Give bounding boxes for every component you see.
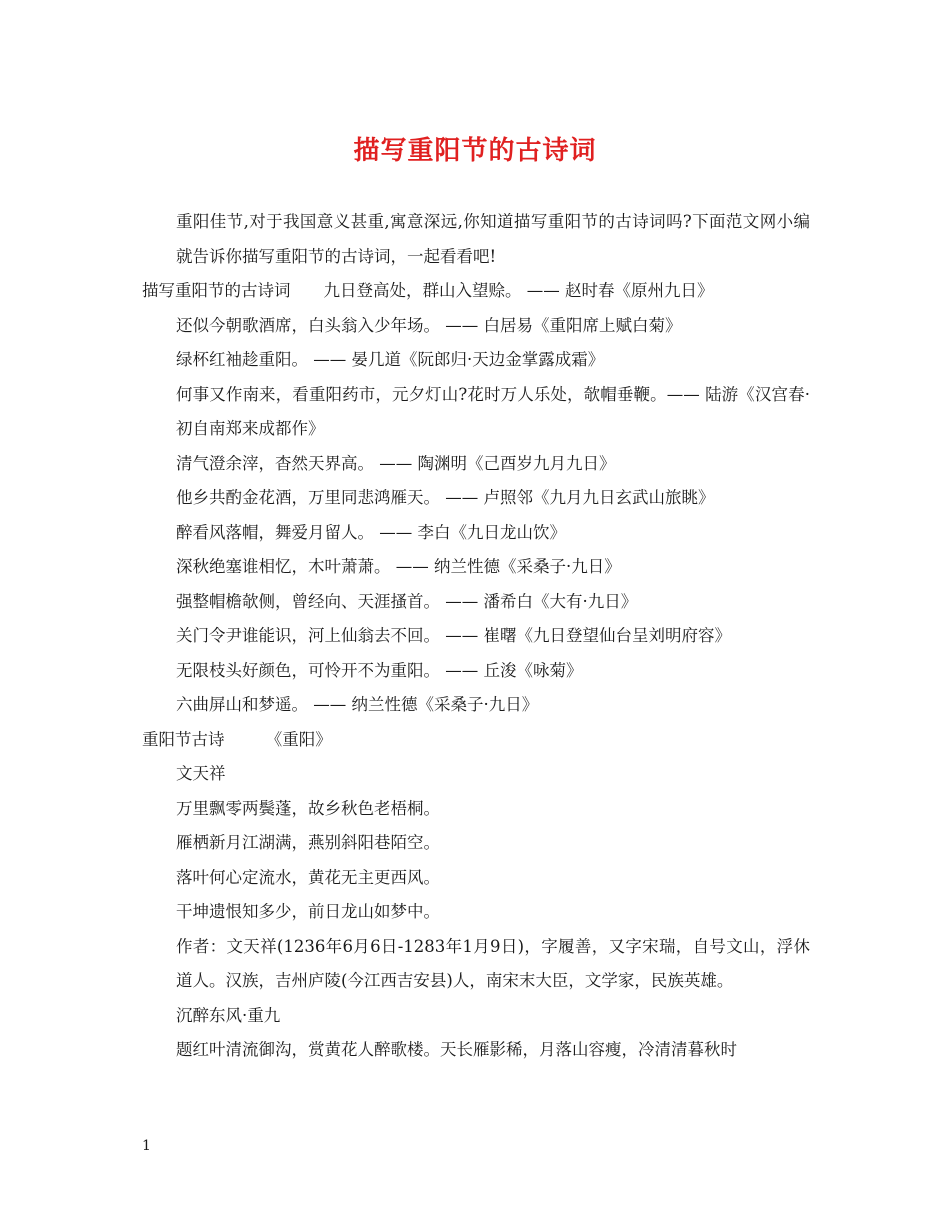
poem-verse: 万里飘零两鬓蓬，故乡秋色老梧桐。 xyxy=(176,798,440,818)
poem-line: 醉看风落帽，舞爱月留人。 —— 李白《九日龙山饮》 xyxy=(176,522,566,542)
poem-line: 六曲屏山和梦遥。 —— 纳兰性德《采桑子·九日》 xyxy=(176,695,539,714)
poem-line: 深秋绝塞谁相忆，木叶萧萧。 —— 纳兰性德《采桑子·九日》 xyxy=(176,557,621,576)
poem-title: 沉醉东风·重九 xyxy=(176,1005,281,1025)
poem-line: 还似今朝歌酒席，白头翁入少年场。 —— 白居易《重阳席上赋白菊》 xyxy=(176,315,682,335)
poem-line: 清气澄余滓，杳然天界高。 —— 陶渊明《己酉岁九月九日》 xyxy=(176,453,616,473)
page-number: 1 xyxy=(142,1138,151,1154)
document-title: 描写重阳节的古诗词 xyxy=(353,136,597,166)
author-bio-paragraph: 作者：文天祥(1236年6月6日-1283年1月9日)，字履善，又字宋瑞，自号文山，浮休道人。汉族，吉州庐陵(今江西吉安县)人，南宋末大臣，文学家，民族英雄。 xyxy=(176,936,810,990)
poem-line: 绿杯红袖趁重阳。 —— 晏几道《阮郎归·天边金掌露成霜》 xyxy=(176,350,605,369)
poem-verse: 落叶何心定流水，黄花无主更西风。 xyxy=(176,867,440,887)
poem-line: 无限枝头好颜色，可怜开不为重阳。 —— 丘浚《咏菊》 xyxy=(176,660,583,680)
poem-verse: 雁栖新月江湖满，燕别斜阳巷陌空。 xyxy=(176,833,440,852)
poem-line: 强整帽檐欹侧，曾经向、天涯搔首。 —— 潘希白《大有·九日》 xyxy=(176,591,638,611)
poem-line: 关门令尹谁能识，河上仙翁去不回。 —— 崔曙《九日登望仙台呈刘明府容》 xyxy=(176,626,731,645)
poem-verse: 题红叶清流御沟，赏黄花人醉歌楼。天长雁影稀，月落山容瘦，冷清清暮秋时 xyxy=(176,1040,737,1059)
poem-line: 何事又作南来，看重阳药市，元夕灯山?花时万人乐处，欹帽垂鞭。—— 陆游《汉宫春·初自南郑来成都作》 xyxy=(176,384,810,438)
poem-line: 他乡共酌金花酒，万里同悲鸿雁天。 —— 卢照邻《九月九日玄武山旅眺》 xyxy=(176,488,715,507)
document-body xyxy=(142,205,810,1068)
section-heading-line: 重阳节古诗 《重阳》 xyxy=(142,729,332,749)
poem-author: 文天祥 xyxy=(176,764,226,783)
intro-paragraph: 重阳佳节,对于我国意义甚重,寓意深远,你知道描写重阳节的古诗词吗?下面范文网小编就告诉你描写重阳节的古诗词，一起看看吧! xyxy=(176,212,810,266)
poem-verse: 干坤遗恨知多少，前日龙山如梦中。 xyxy=(176,902,440,921)
section-heading-line: 描写重阳节的古诗词 九日登高处，群山入望赊。 —— 赵时春《原州九日》 xyxy=(142,281,714,300)
